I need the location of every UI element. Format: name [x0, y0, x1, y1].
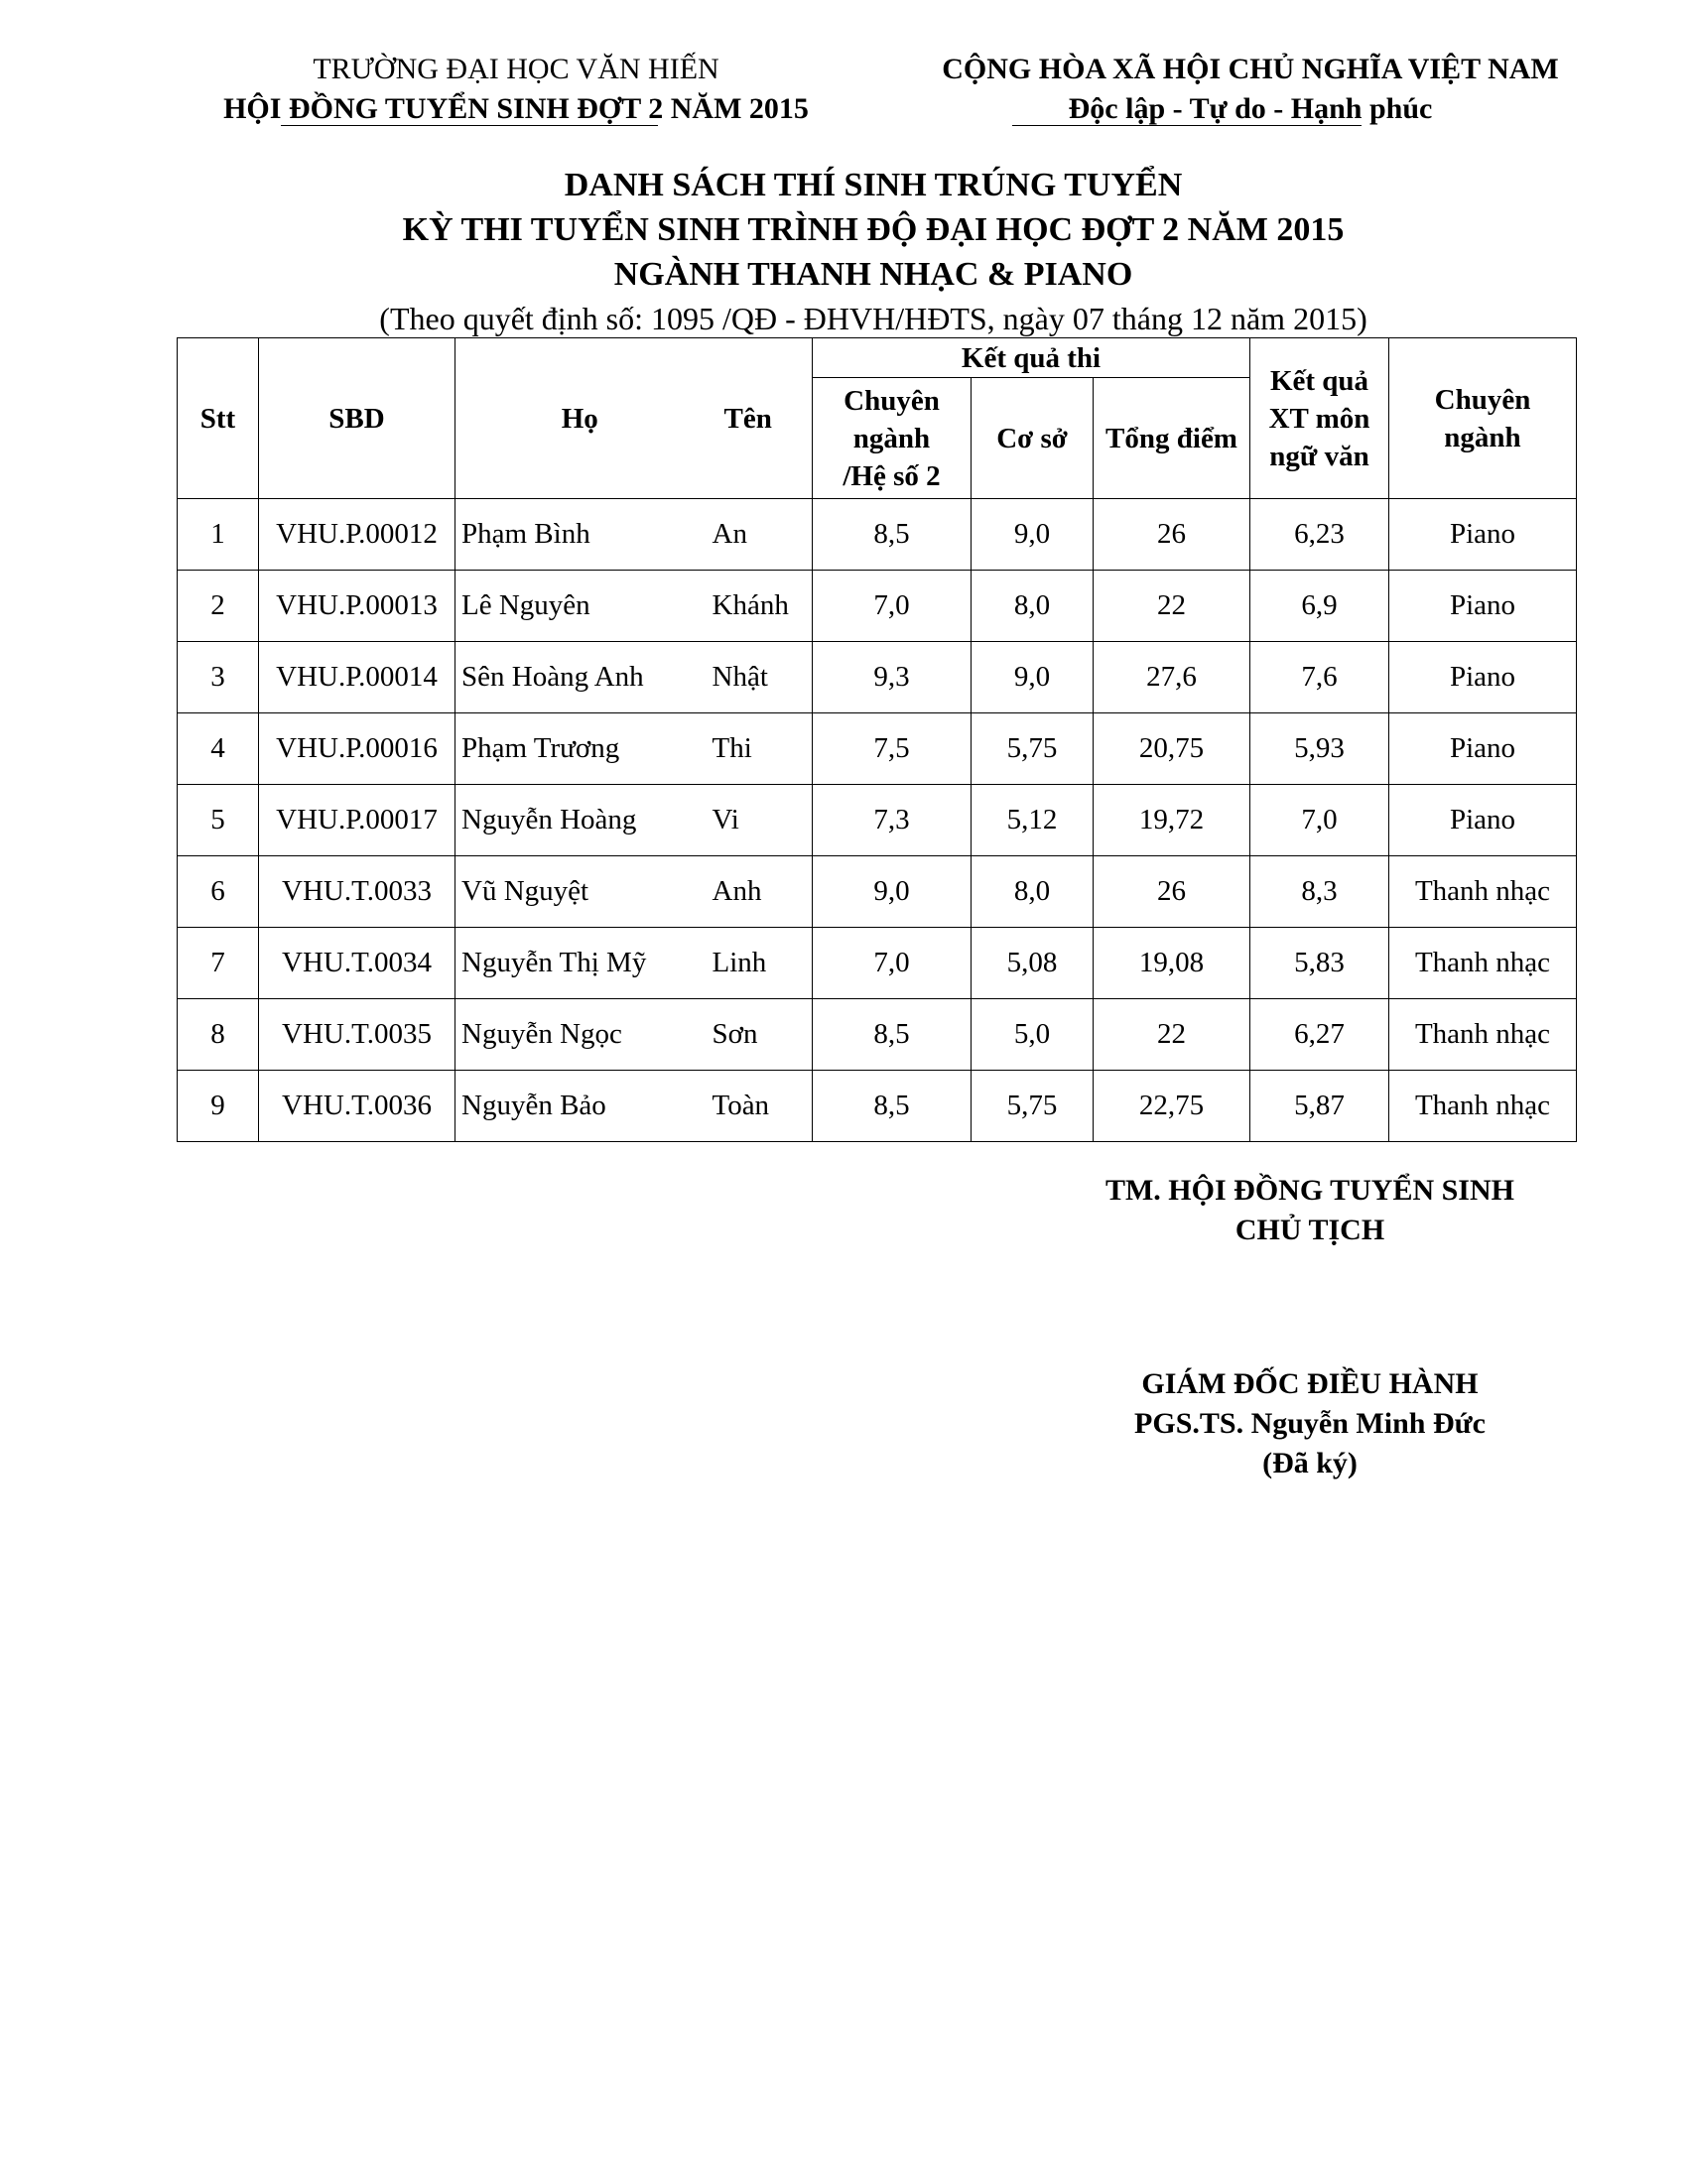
cell-chuyen-nganh: Piano — [1389, 713, 1577, 785]
cell-chuyen-nganh-diem: 8,5 — [813, 1071, 972, 1142]
cell-co-so: 8,0 — [972, 571, 1094, 642]
cell-chuyen-nganh: Piano — [1389, 642, 1577, 713]
cell-xt-ngu-van: 6,27 — [1250, 999, 1389, 1071]
cell-sbd: VHU.P.00014 — [259, 642, 455, 713]
header-left-underline — [281, 125, 658, 126]
col-header-ten: Tên — [705, 338, 813, 499]
cell-ho: Lê Nguyên — [455, 571, 705, 642]
cell-ho: Nguyễn Ngọc — [455, 999, 705, 1071]
cell-sbd: VHU.P.00016 — [259, 713, 455, 785]
cell-chuyen-nganh-diem: 9,3 — [813, 642, 972, 713]
cell-sbd: VHU.P.00012 — [259, 499, 455, 571]
col-header-co-so: Cơ sở — [972, 378, 1094, 499]
cell-co-so: 9,0 — [972, 499, 1094, 571]
cell-ho: Nguyễn Thị Mỹ — [455, 928, 705, 999]
cell-co-so: 9,0 — [972, 642, 1094, 713]
cell-ten: Khánh — [705, 571, 813, 642]
cell-tong-diem: 19,72 — [1094, 785, 1250, 856]
major-title: NGÀNH THANH NHẠC & PIANO — [613, 256, 1133, 293]
cell-ten: Thi — [705, 713, 813, 785]
table-row — [178, 571, 1577, 642]
council-label: TM. HỘI ĐỒNG TUYỂN SINH — [1104, 1174, 1514, 1207]
cell-ho: Phạm Bình — [455, 499, 705, 571]
col-header-stt: Stt — [178, 338, 259, 499]
table-body — [178, 499, 1577, 1142]
cell-xt-ngu-van: 6,9 — [1250, 571, 1389, 642]
admission-council: HỘI ĐỒNG TUYỂN SINH ĐỢT 2 NĂM 2015 — [223, 92, 809, 125]
col-header-ho: Họ — [455, 338, 705, 499]
cell-chuyen-nganh-diem: 7,5 — [813, 713, 972, 785]
cell-sbd: VHU.P.00013 — [259, 571, 455, 642]
cell-tong-diem: 20,75 — [1094, 713, 1250, 785]
header-left — [159, 50, 873, 129]
cell-co-so: 5,75 — [972, 1071, 1094, 1142]
cell-ho: Nguyễn Bảo — [455, 1071, 705, 1142]
cell-ho: Nguyễn Hoàng — [455, 785, 705, 856]
cell-stt: 5 — [178, 785, 259, 856]
cell-ten: Linh — [705, 928, 813, 999]
cell-ten: Nhật — [705, 642, 813, 713]
table-row — [178, 1071, 1577, 1142]
cell-sbd: VHU.T.0033 — [259, 856, 455, 928]
cell-chuyen-nganh: Piano — [1389, 499, 1577, 571]
cell-chuyen-nganh: Thanh nhạc — [1389, 999, 1577, 1071]
table-row — [178, 642, 1577, 713]
cell-xt-ngu-van: 5,87 — [1250, 1071, 1389, 1142]
cell-chuyen-nganh-diem: 7,3 — [813, 785, 972, 856]
cell-stt: 1 — [178, 499, 259, 571]
cell-chuyen-nganh: Piano — [1389, 571, 1577, 642]
cell-co-so: 8,0 — [972, 856, 1094, 928]
col-header-major-score: Chuyên ngành /Hệ số 2 — [813, 378, 972, 499]
table-row — [178, 499, 1577, 571]
exam-title: KỲ THI TUYỂN SINH TRÌNH ĐỘ ĐẠI HỌC ĐỢT 2 NĂM 2015 — [402, 211, 1345, 248]
cell-co-so: 5,12 — [972, 785, 1094, 856]
col-header-xt-ngu-van: Kết quả XT môn ngữ văn — [1250, 338, 1389, 499]
cell-chuyen-nganh-diem: 7,0 — [813, 571, 972, 642]
cell-chuyen-nganh: Thanh nhạc — [1389, 856, 1577, 928]
table-row — [178, 856, 1577, 928]
cell-stt: 9 — [178, 1071, 259, 1142]
cell-ten: Anh — [705, 856, 813, 928]
cell-chuyen-nganh-diem: 8,5 — [813, 499, 972, 571]
col-header-tong-diem: Tổng điểm — [1094, 378, 1250, 499]
cell-sbd: VHU.T.0036 — [259, 1071, 455, 1142]
national-motto: Độc lập - Tự do - Hạnh phúc — [1068, 92, 1433, 125]
table-row — [178, 785, 1577, 856]
cell-xt-ngu-van: 7,6 — [1250, 642, 1389, 713]
document-title: DANH SÁCH THÍ SINH TRÚNG TUYỂN — [564, 167, 1183, 203]
col-header-sbd: SBD — [259, 338, 455, 499]
cell-tong-diem: 22,75 — [1094, 1071, 1250, 1142]
header-right — [853, 50, 1647, 129]
table-row — [178, 928, 1577, 999]
title-block — [198, 163, 1548, 340]
cell-xt-ngu-van: 7,0 — [1250, 785, 1389, 856]
cell-ho: Sên Hoàng Anh — [455, 642, 705, 713]
cell-sbd: VHU.T.0035 — [259, 999, 455, 1071]
header-row — [178, 338, 1577, 378]
cell-ten: Sơn — [705, 999, 813, 1071]
signer-name: PGS.TS. Nguyễn Minh Đức — [1134, 1407, 1486, 1440]
cell-tong-diem: 26 — [1094, 856, 1250, 928]
cell-stt: 4 — [178, 713, 259, 785]
cell-chuyen-nganh-diem: 7,0 — [813, 928, 972, 999]
cell-stt: 2 — [178, 571, 259, 642]
cell-co-so: 5,75 — [972, 713, 1094, 785]
chairman-label: CHỦ TỊCH — [1234, 1214, 1385, 1246]
table-row — [178, 713, 1577, 785]
cell-ten: Toàn — [705, 1071, 813, 1142]
cell-stt: 8 — [178, 999, 259, 1071]
cell-ho: Vũ Nguyệt — [455, 856, 705, 928]
cell-tong-diem: 22 — [1094, 571, 1250, 642]
decision-reference: (Theo quyết định số: 1095 /QĐ - ĐHVH/HĐTS, ngày 07 tháng 12 năm 2015) — [379, 301, 1367, 336]
cell-xt-ngu-van: 6,23 — [1250, 499, 1389, 571]
cell-co-so: 5,0 — [972, 999, 1094, 1071]
cell-ho: Phạm Trương — [455, 713, 705, 785]
cell-tong-diem: 27,6 — [1094, 642, 1250, 713]
cell-tong-diem: 22 — [1094, 999, 1250, 1071]
director-title: GIÁM ĐỐC ĐIỀU HÀNH — [1141, 1367, 1479, 1400]
cell-stt: 7 — [178, 928, 259, 999]
cell-chuyen-nganh: Thanh nhạc — [1389, 928, 1577, 999]
cell-chuyen-nganh: Thanh nhạc — [1389, 1071, 1577, 1142]
col-header-chuyen-nganh: Chuyên ngành — [1389, 338, 1577, 499]
cell-xt-ngu-van: 5,93 — [1250, 713, 1389, 785]
cell-stt: 6 — [178, 856, 259, 928]
cell-sbd: VHU.P.00017 — [259, 785, 455, 856]
signed-note: (Đã ký) — [1262, 1447, 1358, 1479]
university-name: TRƯỜNG ĐẠI HỌC VĂN HIẾN — [313, 53, 719, 85]
country-name: CỘNG HÒA XÃ HỘI CHỦ NGHĨA VIỆT NAM — [942, 53, 1559, 85]
cell-stt: 3 — [178, 642, 259, 713]
signature-block — [1072, 1171, 1548, 1483]
cell-ten: Vi — [705, 785, 813, 856]
cell-chuyen-nganh: Piano — [1389, 785, 1577, 856]
cell-chuyen-nganh-diem: 8,5 — [813, 999, 972, 1071]
cell-xt-ngu-van: 8,3 — [1250, 856, 1389, 928]
cell-co-so: 5,08 — [972, 928, 1094, 999]
col-header-exam-results: Kết quả thi — [813, 338, 1250, 378]
cell-ten: An — [705, 499, 813, 571]
cell-xt-ngu-van: 5,83 — [1250, 928, 1389, 999]
admission-table — [177, 337, 1577, 1142]
cell-sbd: VHU.T.0034 — [259, 928, 455, 999]
table-row — [178, 999, 1577, 1071]
cell-tong-diem: 26 — [1094, 499, 1250, 571]
cell-chuyen-nganh-diem: 9,0 — [813, 856, 972, 928]
cell-tong-diem: 19,08 — [1094, 928, 1250, 999]
header-right-underline — [1012, 125, 1362, 126]
